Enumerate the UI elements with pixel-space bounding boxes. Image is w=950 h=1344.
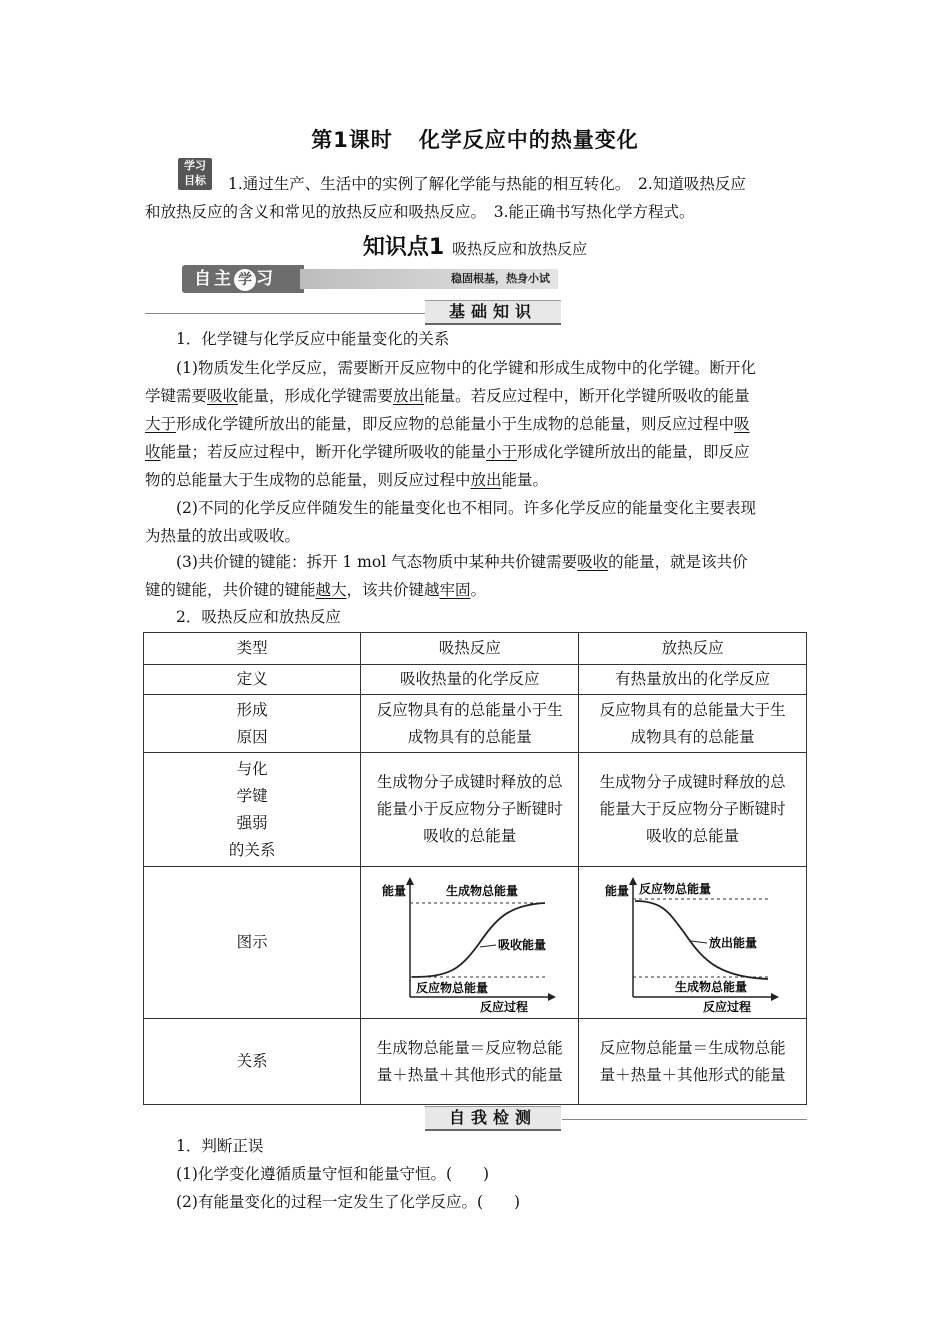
section-basic-knowledge: 基础知识 (425, 300, 561, 325)
divider (562, 1119, 807, 1120)
p1-line-2: 学键需要吸收能量，形成化学键需要放出能量。若反应过程中，断开化学键所吸收的能量 (145, 387, 750, 405)
table-row-bond: 与化 学键 强弱 的关系 生成物分子成键时释放的总能量小于反应物分子断键时吸收的总能量 生成物分子成键时释放的总能量大于反应物分子断键时吸收的总能量 (144, 753, 807, 867)
knowledge-point-heading: 知识点1 吸热反应和放热反应 (362, 235, 588, 260)
leader-line (691, 941, 707, 943)
lesson-topic: 化学反应中的热量变化 (418, 128, 639, 152)
y-axis-arrow (629, 877, 637, 885)
p1-line-4: 收能量；若反应过程中，断开化学键所吸收的能量小于形成化学键所放出的能量，即反应 (145, 443, 750, 461)
section-self-check: 自我检测 (425, 1106, 561, 1131)
lesson-number: 第1课时 (311, 128, 393, 152)
p4-heading: 2．吸热反应和放热反应 (176, 608, 341, 626)
goals-line-2: 和放热反应的含义和常见的放热反应和吸热反应。 3.能正确书写热化学方程式。 (145, 203, 695, 221)
banner-subtitle: 稳固根基，热身小试 (451, 272, 550, 285)
y-axis-label: 能量 (381, 883, 406, 898)
y-axis-arrow (406, 877, 414, 885)
x-axis-label: 反应过程 (479, 999, 528, 1013)
arrow-label: 放出能量 (708, 935, 757, 950)
table-row-header (144, 633, 807, 665)
banner-self-study: 自主 学 习 (182, 265, 304, 293)
bottom-level-label: 生成物总能量 (674, 979, 747, 994)
self-study-banner (182, 265, 558, 293)
question-2: (2)有能量变化的过程一定发生了化学反应。( ) (176, 1193, 521, 1211)
endothermic-energy-diagram (380, 873, 560, 1013)
page-title (0, 124, 950, 154)
table-row-cause: 形成 原因 反应物具有的总能量小于生成物具有的总能量 反应物具有的总能量大于生成物具有的总能量 (144, 695, 807, 753)
p3-line-1: (3)共价键的键能：拆开 1 mol 气态物质中某种共价键需要吸收的能量，就是该共价 (176, 553, 748, 571)
p1-line-1: (1)物质发生化学反应，需要断开反应物中的化学键和形成生成物中的化学键。断开化 (176, 359, 756, 377)
goals-line-1: 1.通过生产、生活中的实例了解化学能与热能的相互转化。 2.知道吸热反应 (228, 175, 746, 193)
arrow-label: 吸收能量 (497, 937, 546, 952)
x-axis-arrow (771, 993, 779, 1001)
question-heading: 1．判断正误 (176, 1137, 264, 1155)
reaction-comparison-table (143, 632, 807, 1105)
top-level-label: 反应物总能量 (638, 881, 711, 896)
p3-line-2: 键的键能，共价键的键能越大，该共价键越牢固。 (145, 581, 487, 599)
table-row-relation: 关系 生成物总能量＝反应物总能量＋热量＋其他形式的能量 反应物总能量＝生成物总能量＋热量＋其他形式的能量 (144, 1019, 807, 1105)
p2-line-2: 为热量的放出或吸收。 (145, 527, 301, 545)
exothermic-energy-diagram (603, 873, 783, 1013)
table-row-figure: 图示 能量 生成物总能量 吸收能量 反应物总能量 反应过程 能量 反应物总能量 放出能量 生成物总能量 反应过程 (144, 867, 807, 1019)
y-axis-label: 能量 (604, 883, 629, 898)
p2-line-1: (2)不同的化学反应伴随发生的能量变化也不相同。许多化学反应的能量变化主要表现 (176, 499, 756, 517)
table-header-exothermic: 放热反应 (579, 633, 807, 665)
top-level-label: 生成物总能量 (445, 883, 518, 898)
p1-heading: 1．化学键与化学反应中能量变化的关系 (176, 330, 450, 348)
leader-line (480, 945, 496, 947)
p1-line-5: 物的总能量大于生成物的总能量，则反应过程中放出能量。 (145, 471, 549, 489)
goals-badge: 学习 目标 (178, 158, 212, 190)
x-axis-arrow (548, 993, 556, 1001)
p1-line-3: 大于形成化学键所放出的能量，即反应物的总能量小于生成物的总能量，则反应过程中吸 (145, 415, 750, 433)
x-axis-label: 反应过程 (702, 999, 751, 1013)
table-header-type: 类型 (144, 633, 361, 665)
divider (145, 313, 425, 314)
question-1: (1)化学变化遵循质量守恒和能量守恒。( ) (176, 1165, 490, 1183)
table-row-definition: 定义 吸收热量的化学反应 有热量放出的化学反应 (144, 665, 807, 695)
table-header-endothermic: 吸热反应 (361, 633, 579, 665)
bottom-level-label: 反应物总能量 (415, 980, 488, 995)
